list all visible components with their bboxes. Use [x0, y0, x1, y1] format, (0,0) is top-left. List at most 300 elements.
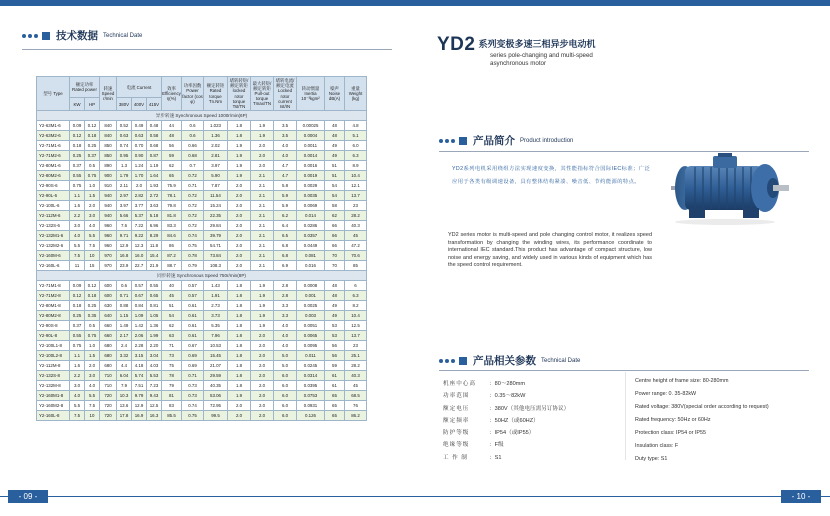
param-row — [443, 378, 569, 390]
table-cell: 1.09 — [132, 311, 147, 321]
table-cell: 2.0 — [251, 361, 274, 371]
param-value: ：S1 — [489, 454, 502, 461]
table-cell: 6.0 — [274, 391, 297, 401]
table-row — [37, 351, 367, 361]
table-cell: 7.6 — [117, 221, 132, 231]
table-cell: 78.1 — [162, 191, 182, 201]
table-cell: 6.0 — [345, 141, 367, 151]
table-cell: 840 — [100, 131, 117, 141]
table-cell: 0.0357 — [297, 231, 325, 241]
param-row — [443, 452, 569, 464]
table-cell: 2.1 — [251, 211, 274, 221]
table-cell: 1.99 — [147, 331, 162, 341]
table-cell: 0.75 — [70, 181, 85, 191]
param-value: ：IP54（或IP55） — [489, 430, 535, 437]
table-cell: 1.0 — [85, 181, 100, 191]
param-row — [443, 403, 569, 415]
table-cell: 1.5 — [70, 201, 85, 211]
table-cell: 0.67 — [132, 291, 147, 301]
table-cell: 2.8 — [274, 281, 297, 291]
intro-title-en: Product introduction — [520, 137, 574, 144]
table-cell: 7.96 — [204, 331, 228, 341]
table-cell: 62 — [162, 321, 182, 331]
table-cell: 65 — [325, 401, 345, 411]
table-cell: 51 — [162, 301, 182, 311]
table-cell: 0.61 — [182, 331, 204, 341]
table-cell: 2.0 — [228, 181, 251, 191]
table-cell: 0.011 — [297, 351, 325, 361]
table-row — [37, 401, 367, 411]
table-cell: 850 — [100, 151, 117, 161]
table-cell: 49 — [325, 311, 345, 321]
table-cell: 68.5 — [345, 391, 367, 401]
table-cell: 0.25 — [85, 301, 100, 311]
table-cell: 45 — [345, 231, 367, 241]
table-cell: 1.8 — [228, 361, 251, 371]
table-cell: 15 — [85, 261, 100, 271]
col-weight: 重量 Weight (kg) — [345, 77, 367, 111]
table-row — [37, 161, 367, 171]
table-cell: 1.91 — [204, 291, 228, 301]
table-cell: 6.0 — [274, 411, 297, 421]
table-row — [37, 301, 367, 311]
table-cell: 0.0016 — [297, 161, 325, 171]
table-cell: 0.49 — [132, 121, 147, 131]
param-row — [443, 390, 569, 402]
table-cell: 0.61 — [182, 321, 204, 331]
table-cell: 2.06 — [132, 331, 147, 341]
table-cell: 0.55 — [147, 281, 162, 291]
table-cell: 0.68 — [147, 141, 162, 151]
table-cell: 1.8 — [228, 321, 251, 331]
table-cell: 0.87 — [147, 151, 162, 161]
table-cell-model: Y2-132M2-6 — [37, 241, 70, 251]
table-cell: 6.8 — [274, 241, 297, 251]
table-cell: 12.3 — [132, 241, 147, 251]
table-cell: 40.3 — [345, 371, 367, 381]
table-cell: 0.0395 — [297, 381, 325, 391]
table-cell: 49 — [325, 301, 345, 311]
table-cell: 84.6 — [162, 231, 182, 241]
table-cell: 2.97 — [117, 191, 132, 201]
table-cell: 5.74 — [132, 371, 147, 381]
table-row — [37, 211, 367, 221]
table-cell: 5.90 — [204, 171, 228, 181]
table-cell: 4.0 — [85, 381, 100, 391]
table-row — [37, 191, 367, 201]
table-cell: 0.75 — [182, 241, 204, 251]
table-cell: 0.70 — [132, 141, 147, 151]
table-cell: 81.8 — [162, 211, 182, 221]
table-cell: 0.0029 — [297, 181, 325, 191]
table-cell: 23 — [345, 341, 367, 351]
table-cell: 2.0 — [228, 191, 251, 201]
table-cell: 7.87 — [204, 181, 228, 191]
table-cell: 2.0 — [251, 341, 274, 351]
table-cell: 6.4 — [274, 221, 297, 231]
dots-icon — [439, 359, 455, 363]
table-cell: 2.0 — [228, 241, 251, 251]
table-cell: 0.7 — [182, 161, 204, 171]
table-cell: 1.9 — [251, 301, 274, 311]
table-cell: 0.37 — [70, 161, 85, 171]
table-cell: 1.5 — [85, 351, 100, 361]
param-row-en: Rated frequency: 50Hz or 60Hz — [635, 417, 711, 423]
table-cell: 5.66 — [117, 211, 132, 221]
table-cell: 0.0025 — [297, 301, 325, 311]
table-cell: 2.0 — [251, 351, 274, 361]
table-cell: 21.07 — [204, 361, 228, 371]
dots-icon — [22, 34, 38, 38]
square-icon — [42, 32, 50, 40]
table-cell: 9.79 — [132, 391, 147, 401]
table-cell: 65 — [325, 411, 345, 421]
table-cell: 2.2 — [70, 211, 85, 221]
param-label: 功率范围 — [443, 393, 470, 400]
table-cell: 1.8 — [228, 281, 251, 291]
table-cell-model: Y2-63M1-6 — [37, 121, 70, 131]
table-cell: 1.9 — [228, 391, 251, 401]
table-cell: 0.5 — [85, 161, 100, 171]
table-cell: 2.0 — [251, 401, 274, 411]
table-cell: 0.0011 — [297, 141, 325, 151]
table-cell: 12.9 — [132, 401, 147, 411]
table-cell-model: Y2-80M2-6 — [37, 171, 70, 181]
table-cell-model: Y2-160L-8 — [37, 411, 70, 421]
table-cell: 0.0286 — [297, 221, 325, 231]
table-cell: 0.0051 — [297, 321, 325, 331]
table-cell: 0.6 — [117, 281, 132, 291]
table-cell: 2.0 — [251, 381, 274, 391]
param-label: 额定频率 — [443, 417, 470, 424]
table-cell-model: Y2-71M1-6 — [37, 141, 70, 151]
table-cell: 40 — [162, 281, 182, 291]
table-cell-model: Y2-71M2-8 — [37, 291, 70, 301]
table-cell: 660 — [100, 331, 117, 341]
table-cell: 2.72 — [147, 191, 162, 201]
table-cell: 3.97 — [204, 161, 228, 171]
table-cell: 0.65 — [147, 291, 162, 301]
table-cell: 5.5 — [70, 241, 85, 251]
table-cell: 5.9 — [274, 201, 297, 211]
col-locked-current: 堵转电流/额定电流 Locked rotor current Ist/IN — [274, 77, 297, 111]
table-cell: 0.63 — [132, 131, 147, 141]
table-cell: 81 — [162, 391, 182, 401]
table-cell: 70 — [325, 251, 345, 261]
table-cell: 86.2 — [345, 411, 367, 421]
table-cell: 6.96 — [147, 221, 162, 231]
params-list-cn — [443, 378, 569, 464]
table-cell: 2.0 — [228, 411, 251, 421]
table-cell: 1.8 — [228, 331, 251, 341]
table-cell: 83 — [162, 401, 182, 411]
table-cell: 4.0 — [274, 331, 297, 341]
table-cell-model: Y2-132S-8 — [37, 371, 70, 381]
table-cell: 6.5 — [274, 231, 297, 241]
table-cell: 1.36 — [204, 131, 228, 141]
table-cell: 63 — [162, 331, 182, 341]
table-cell: 13.7 — [345, 331, 367, 341]
param-row-en: Duty type: S1 — [635, 456, 668, 462]
table-cell: 0.0931 — [297, 401, 325, 411]
param-row-en: Centre height of frame size: 80-280mm — [635, 378, 729, 384]
table-cell: 0.58 — [147, 131, 162, 141]
table-row — [37, 371, 367, 381]
table-cell: 0.88 — [117, 301, 132, 311]
col-380v: 380V — [117, 98, 132, 111]
table-row — [37, 231, 367, 241]
table-row — [37, 171, 367, 181]
table-cell: 44 — [162, 121, 182, 131]
table-cell: 1.9 — [228, 151, 251, 161]
table-cell: 1.8 — [228, 381, 251, 391]
table-cell: 0.37 — [70, 321, 85, 331]
table-cell: 1.64 — [147, 171, 162, 181]
table-cell: 56 — [325, 351, 345, 361]
square-icon — [459, 357, 467, 365]
table-cell: 59 — [162, 151, 182, 161]
table-cell: 5.9 — [274, 191, 297, 201]
table-cell: 0.081 — [297, 251, 325, 261]
table-cell: 0.48 — [147, 121, 162, 131]
intro-text-en: YD2 series motor is multi-speed and pole changing control motor, it realizes speed transformation by changing the winding wires, its performance coordinate to international IEC standard.This product has advantage of compact structure, low noise and energy saving, and widely used in various kinds of equipment which has the speed control requirement. — [448, 232, 652, 269]
table-cell: 54 — [325, 191, 345, 201]
table-cell-model: Y2-100L2-8 — [37, 351, 70, 361]
table-cell: 29.59 — [204, 371, 228, 381]
table-cell: 1.24 — [132, 161, 147, 171]
col-inertia: 转动惯量 Inertia 10⁻³kgm² — [297, 77, 325, 111]
table-cell: 710 — [100, 371, 117, 381]
table-cell: 0.75 — [70, 341, 85, 351]
table-cell: 7.23 — [147, 381, 162, 391]
table-cell: 910 — [100, 181, 117, 191]
param-row — [443, 427, 569, 439]
table-cell: 7.9 — [117, 381, 132, 391]
table-cell: 3.0 — [70, 221, 85, 231]
table-cell-model: Y2-160M-6 — [37, 251, 70, 261]
table-cell: 0.78 — [182, 251, 204, 261]
table-cell: 5.5 — [85, 231, 100, 241]
table-cell-model: Y2-80M1-8 — [37, 301, 70, 311]
table-cell: 0.6 — [182, 131, 204, 141]
param-value: ：380V（其他电压需另订协议） — [489, 405, 570, 412]
table-cell: 4.0 — [85, 221, 100, 231]
table-cell: 680 — [100, 351, 117, 361]
table-cell: 0.003 — [297, 311, 325, 321]
table-cell: 22.35 — [204, 211, 228, 221]
header-rule — [22, 49, 392, 50]
table-cell: 4.0 — [70, 231, 85, 241]
table-cell: 6.0 — [274, 371, 297, 381]
table-cell: 2.1 — [251, 171, 274, 181]
tech-data-title-cn: 技术数据 — [56, 30, 98, 42]
param-row-en: Rated voltage: 380V(special order according to request) — [635, 404, 769, 410]
table-cell: 86 — [162, 241, 182, 251]
table-cell: 0.126 — [297, 411, 325, 421]
table-cell: 0.0245 — [297, 361, 325, 371]
table-cell-model: Y2-112M-8 — [37, 361, 70, 371]
table-cell-model: Y2-132S-6 — [37, 221, 70, 231]
table-cell-model: Y2-112M-6 — [37, 211, 70, 221]
table-cell: 1.8 — [228, 131, 251, 141]
param-value: ：50HZ（或60HZ） — [489, 417, 539, 424]
table-cell: 3.5 — [274, 131, 297, 141]
table-cell: 5.0 — [274, 361, 297, 371]
table-cell: 15.4 — [147, 251, 162, 261]
table-cell: 66 — [325, 241, 345, 251]
col-locked-torque: 堵转转矩/额定转矩 locked rotor torque Tst/TN — [228, 77, 251, 111]
table-cell: 0.63 — [117, 131, 132, 141]
table-cell: 720 — [100, 391, 117, 401]
table-cell: 11 — [70, 261, 85, 271]
table-cell: 8.9 — [345, 161, 367, 171]
table-cell: 0.57 — [182, 291, 204, 301]
intro-title-cn: 产品简介 — [473, 135, 515, 147]
intro-header — [439, 133, 573, 148]
table-cell: 0.0449 — [297, 241, 325, 251]
table-row — [37, 201, 367, 211]
table-cell: 0.18 — [70, 141, 85, 151]
table-cell: 4.8 — [345, 121, 367, 131]
table-cell-model: Y2-90S-8 — [37, 321, 70, 331]
table-cell: 2.20 — [147, 341, 162, 351]
table-cell: 15.24 — [204, 201, 228, 211]
table-cell: 4.18 — [132, 361, 147, 371]
col-max-torque: 最大转矩/额定转矩 Pull-out torque Tmax/TN — [251, 77, 274, 111]
table-cell: 720 — [100, 401, 117, 411]
table-cell: 66 — [325, 221, 345, 231]
table-cell: 2.0 — [251, 371, 274, 381]
table-cell: 71 — [162, 341, 182, 351]
params-list-en — [635, 375, 769, 466]
table-cell-model: Y2-160M1-8 — [37, 391, 70, 401]
table-cell: 0.75 — [85, 171, 100, 181]
table-cell: 0.25 — [85, 141, 100, 151]
table-cell: 48 — [325, 121, 345, 131]
table-cell: 720 — [100, 411, 117, 421]
table-cell: 960 — [100, 221, 117, 231]
table-cell: 940 — [100, 211, 117, 221]
table-cell: 13.6 — [117, 401, 132, 411]
table-cell: 2.0 — [251, 151, 274, 161]
table-cell: 6.9 — [274, 261, 297, 271]
table-cell: 2.0 — [228, 261, 251, 271]
table-row — [37, 131, 367, 141]
col-rated-torque: 额定转矩 Rated torque Tn.Nm — [204, 77, 228, 111]
table-cell: 3.0 — [85, 371, 100, 381]
table-cell: 61 — [325, 371, 345, 381]
table-cell: 0.57 — [132, 281, 147, 291]
table-cell: 1.15 — [117, 311, 132, 321]
table-cell: 62 — [162, 161, 182, 171]
table-cell-model: Y2-132M1-6 — [37, 231, 70, 241]
col-kw: KW — [70, 98, 85, 111]
table-cell: 2.0 — [85, 361, 100, 371]
table-cell: 0.84 — [132, 301, 147, 311]
table-cell: 940 — [100, 191, 117, 201]
table-cell: 48 — [325, 291, 345, 301]
tech-data-title-en: Technical Date — [103, 32, 143, 39]
table-cell: 1.93 — [147, 181, 162, 191]
table-cell: 7.5 — [70, 251, 85, 261]
table-cell: 850 — [100, 141, 117, 151]
table-row — [37, 341, 367, 351]
table-cell: 2.0 — [228, 221, 251, 231]
table-cell: 0.18 — [85, 131, 100, 141]
table-row — [37, 261, 367, 271]
table-cell: 970 — [100, 261, 117, 271]
table-cell: 0.25 — [70, 151, 85, 161]
table-cell-model: Y2-132M-8 — [37, 381, 70, 391]
table-cell: 3.15 — [132, 351, 147, 361]
table-cell: 1.8 — [228, 121, 251, 131]
table-cell: 66 — [325, 231, 345, 241]
table-cell: 2.0 — [251, 161, 274, 171]
table-cell: 12.5 — [345, 321, 367, 331]
table-cell: 23.9 — [117, 261, 132, 271]
table-cell: 710 — [100, 381, 117, 391]
table-cell: 21.9 — [147, 261, 162, 271]
param-row-en: Power range: 0. 35-82kW — [635, 391, 697, 397]
table-cell: 65 — [162, 171, 182, 181]
table-cell: 79 — [162, 381, 182, 391]
table-cell: 2.0 — [228, 211, 251, 221]
table-cell: 890 — [100, 161, 117, 171]
table-cell: 2.0 — [251, 391, 274, 401]
table-cell: 16.9 — [132, 411, 147, 421]
params-rule — [439, 370, 809, 371]
table-cell: 40.35 — [204, 381, 228, 391]
table-cell: 29.84 — [204, 221, 228, 231]
table-cell: 2.0 — [251, 141, 274, 151]
table-cell: 1.023 — [204, 121, 228, 131]
params-title-en: Technical Date — [541, 357, 581, 364]
table-cell: 0.016 — [297, 261, 325, 271]
table-row — [37, 311, 367, 321]
spec-table — [36, 76, 367, 421]
table-cell: 0.74 — [117, 141, 132, 151]
table-row — [37, 381, 367, 391]
table-cell: 5.5 — [85, 391, 100, 401]
table-cell: 3.63 — [147, 201, 162, 211]
table-cell: 45 — [162, 291, 182, 301]
table-cell: 28.2 — [345, 211, 367, 221]
table-cell: 0.74 — [182, 231, 204, 241]
table-cell: 4.4 — [117, 361, 132, 371]
param-row-en: Protection class: IP54 or IP55 — [635, 430, 707, 436]
title-yd2: YD2 — [437, 34, 476, 55]
table-cell: 1.8 — [228, 341, 251, 351]
table-cell: 2.0 — [228, 231, 251, 241]
table-cell: 1.43 — [204, 281, 228, 291]
table-cell: 900 — [100, 171, 117, 181]
table-cell: 0.6 — [182, 121, 204, 131]
table-cell-model: Y2-100L-6 — [37, 201, 70, 211]
page-line-left — [0, 496, 415, 497]
table-cell: 0.18 — [70, 301, 85, 311]
table-cell: 2.4 — [117, 341, 132, 351]
table-cell: 70.6 — [345, 251, 367, 261]
table-cell: 15.45 — [204, 351, 228, 361]
table-group-row: 异步转速 Synchronous Speed 1000r/min(6P) — [37, 111, 367, 121]
col-power-factor: 功率因数 Power factor (cos φ) — [182, 77, 204, 111]
param-value: ：F级 — [489, 442, 504, 449]
table-cell: 10.53 — [204, 341, 228, 351]
table-cell: 0.90 — [132, 151, 147, 161]
table-cell: 0.61 — [182, 301, 204, 311]
table-cell: 5.18 — [147, 211, 162, 221]
table-cell: 5.53 — [147, 371, 162, 381]
